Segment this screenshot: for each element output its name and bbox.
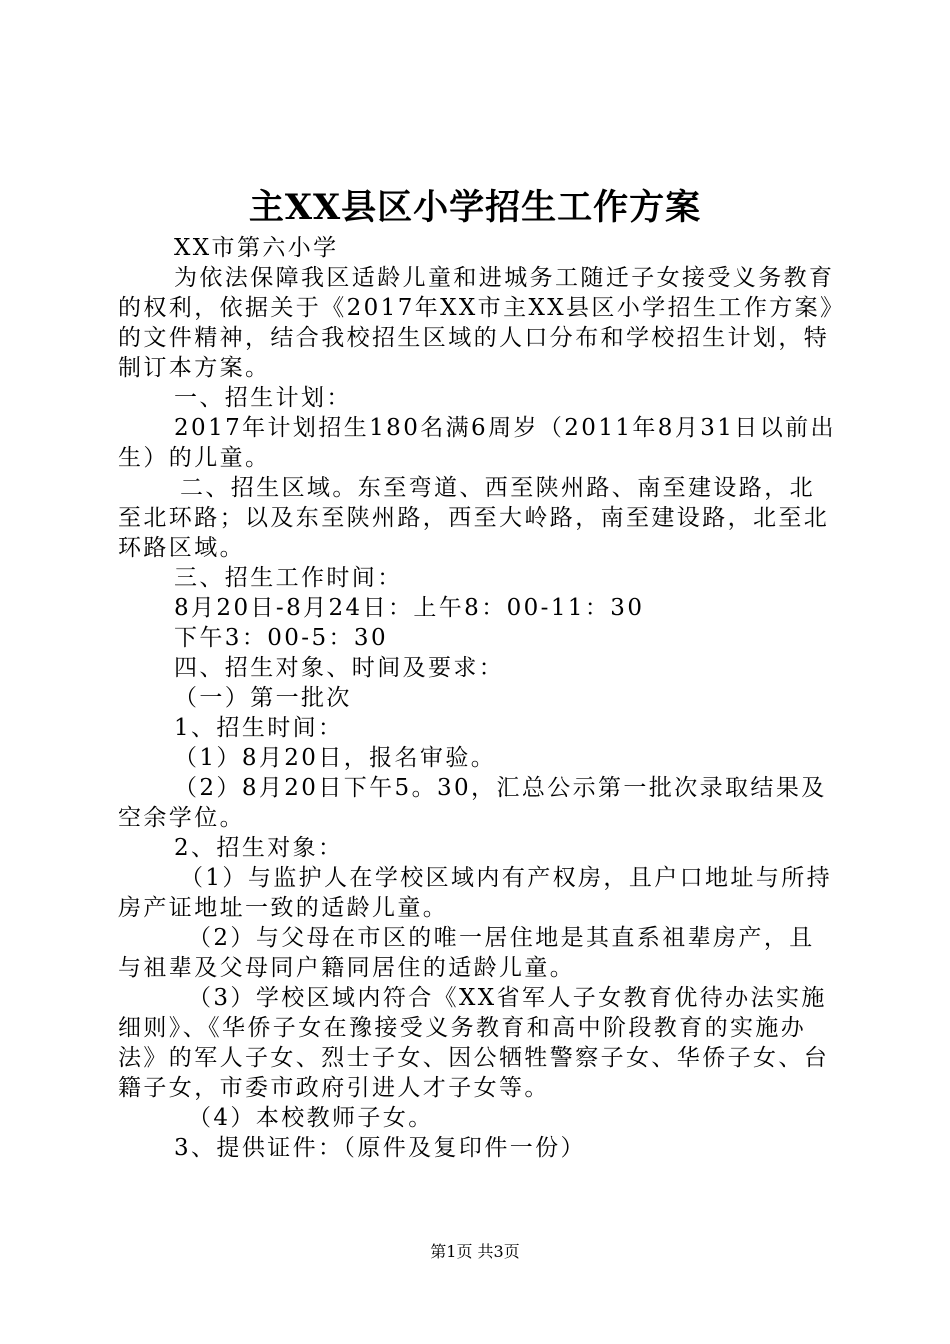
batch-heading: （一）第一批次 (174, 685, 352, 711)
target-item-2: （2）与父母在市区的唯一居住地是其直系祖辈房产，且与祖辈及父母同户籍同居住的适龄儿童。 (118, 925, 815, 981)
section-heading-targets: 四、招生对象、时间及要求： (174, 655, 505, 681)
intro-paragraph: 为依法保障我区适龄儿童和进城务工随迁子女接受义务教育的权利，依据关于《2017年XX市主XX县区小学招生工作方案》的文件精神，结合我校招生区域的人口分布和学校招生计划，特制订本方案。 (118, 265, 835, 381)
time-morning: 8月20日-8月24日：上午8：00-11：30 (174, 595, 645, 621)
target-item-4: （4）本校教师子女。 (188, 1105, 434, 1131)
school-name: XX市第六小学 (174, 235, 339, 261)
subheading-targets: 2、招生对象： (174, 835, 344, 861)
page-indicator: 第1页 共3页 (430, 1242, 520, 1261)
section-heading-time: 三、招生工作时间： (174, 565, 403, 591)
document-title: 主XX县区小学招生工作方案 (248, 187, 702, 228)
subheading-time: 1、招生时间： (174, 715, 344, 741)
time-afternoon: 下午3：00-5：30 (174, 625, 388, 651)
document-body (118, 233, 838, 1163)
section-heading-plan: 一、招生计划： (174, 385, 352, 411)
time-item-2: （2）8月20日下午5。30，汇总公示第一批次录取结果及空余学位。 (118, 775, 827, 831)
target-item-1: （1）与监护人在学校区域内有产权房，且户口地址与所持房产证地址一致的适龄儿童。 (118, 865, 833, 921)
subheading-documents: 3、提供证件：（原件及复印件一份） (174, 1135, 586, 1161)
time-item-1: （1）8月20日，报名审验。 (174, 745, 497, 771)
area-paragraph: 二、招生区域。东至弯道、西至陕州路、南至建设路，北至北环路；以及东至陕州路，西至大岭路，南至建设路，北至北环路区域。 (118, 475, 830, 561)
target-item-3: （3）学校区域内符合《XX省军人子女教育优待办法实施细则》、《华侨子女在豫接受义务教育和高中阶段教育的实施办法》的军人子女、烈士子女、因公牺牲警察子女、华侨子女、台籍子女，市委市政府引进人才子女等。 (118, 985, 830, 1101)
plan-paragraph: 2017年计划招生180名满6周岁（2011年8月31日以前出生）的儿童。 (118, 415, 836, 471)
